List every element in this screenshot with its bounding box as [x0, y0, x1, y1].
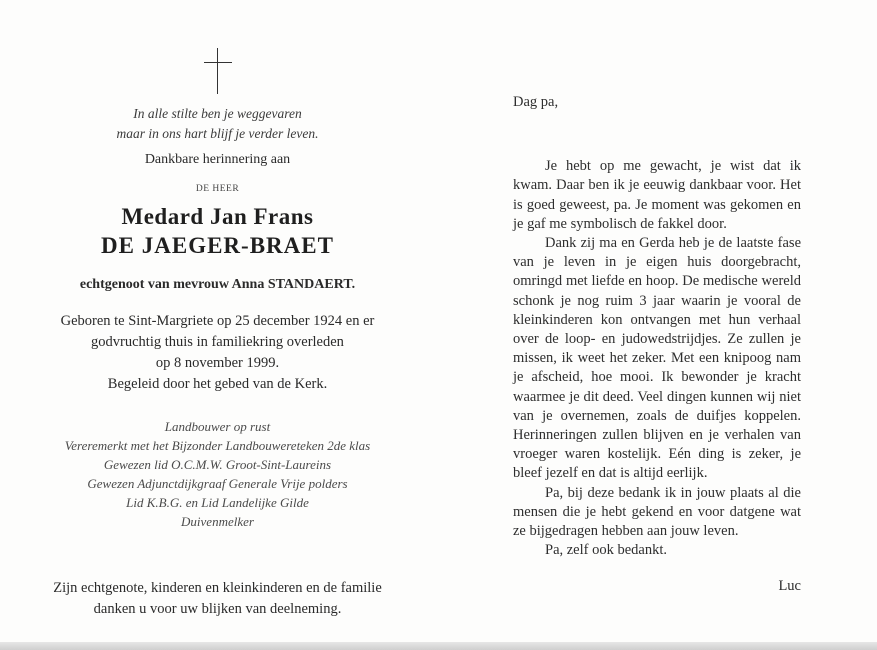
card-bottom-edge [0, 642, 877, 650]
thanks-line: danken u voor uw blijken van deelneming. [93, 601, 342, 617]
remembrance-heading: Dankbare herinnering aan [144, 152, 291, 167]
letter-paragraph: Je hebt op me gewacht, je wist dat ik kwam. Daar ben ik je eeuwig dankbaar voor. Het is goed geweest, pa. Je moment was gekomen en je gaf me symbolisch de fakkel door. [513, 158, 801, 232]
title-line: Duivenmelker [181, 514, 254, 529]
thanks-line: Zijn echtgenote, kinderen en kleinkinderen en de familie [53, 580, 382, 596]
spouse-line: echtgenoot van mevrouw Anna STANDAERT. [79, 277, 356, 292]
biography-line: godvruchtig thuis in familiekring overleden [91, 334, 344, 350]
family-thanks [30, 578, 405, 620]
deceased-surname: DE JAEGER-BRAET [101, 233, 334, 258]
letter-salutation: Dag pa, [513, 94, 559, 110]
title-line: Vereremerkt met het Bijzonder Landbouwereteken 2de klas [64, 438, 371, 453]
cross-icon [198, 38, 238, 100]
honorific: DE HEER [195, 184, 240, 194]
biography-line: op 8 november 1999. [155, 355, 280, 371]
poem-line: maar in ons hart blijf je verder leven. [116, 126, 319, 141]
biography-line: Begeleid door het gebed van de Kerk. [107, 376, 328, 392]
left-panel [30, 38, 405, 531]
right-panel [513, 93, 801, 560]
letter-signature: Luc [778, 578, 801, 594]
letter-body [513, 157, 801, 560]
title-line: Lid K.B.G. en Lid Landelijke Gilde [126, 495, 309, 510]
biography [30, 311, 405, 395]
letter-paragraph: Pa, zelf ook bedankt. [545, 542, 668, 559]
title-line: Gewezen lid O.C.M.W. Groot-Sint-Laureins [103, 457, 332, 472]
title-line: Gewezen Adjunctdijkgraaf Generale Vrije polders [87, 476, 348, 491]
titles-list [30, 417, 405, 531]
biography-line: Geboren te Sint-Margriete op 25 december 1924 en er [60, 313, 375, 329]
title-line: Landbouwer op rust [164, 419, 271, 434]
letter-paragraph: Dank zij ma en Gerda heb je de laatste fase van je leven in je eigen huis doorgebracht, omringd met liefde en hoop. De medische wereld schonk je nog ruim 3 jaar waarin je vooral de kleinkinderen kon ontvangen met hun verhaal over de loop- en judowedstrijdjes. Ze zullen je missen, ik weet het zeker. Met een knipoog nam je afscheid, hoe mooi. Ik bewonder je kracht waarmee je dit deed. Veel dingen kunnen wij niet van je overnemen, zoals de duifjes koppelen. Herinneringen zullen blijven en je verhalen van vroeger waren kostelijk. Eén ding is zeker, je bleef jezelf en dat is altijd eerlijk. [513, 235, 801, 482]
deceased-first-names: Medard Jan Frans [121, 204, 314, 229]
letter-paragraph: Pa, bij deze bedank ik in jouw plaats al die mensen die je hebt gekend en voor datgene wat ze bijgedragen hebben aan jouw leven. [513, 484, 801, 540]
poem-line: In alle stilte ben je weggevaren [133, 106, 302, 121]
memorial-poem [30, 104, 405, 144]
